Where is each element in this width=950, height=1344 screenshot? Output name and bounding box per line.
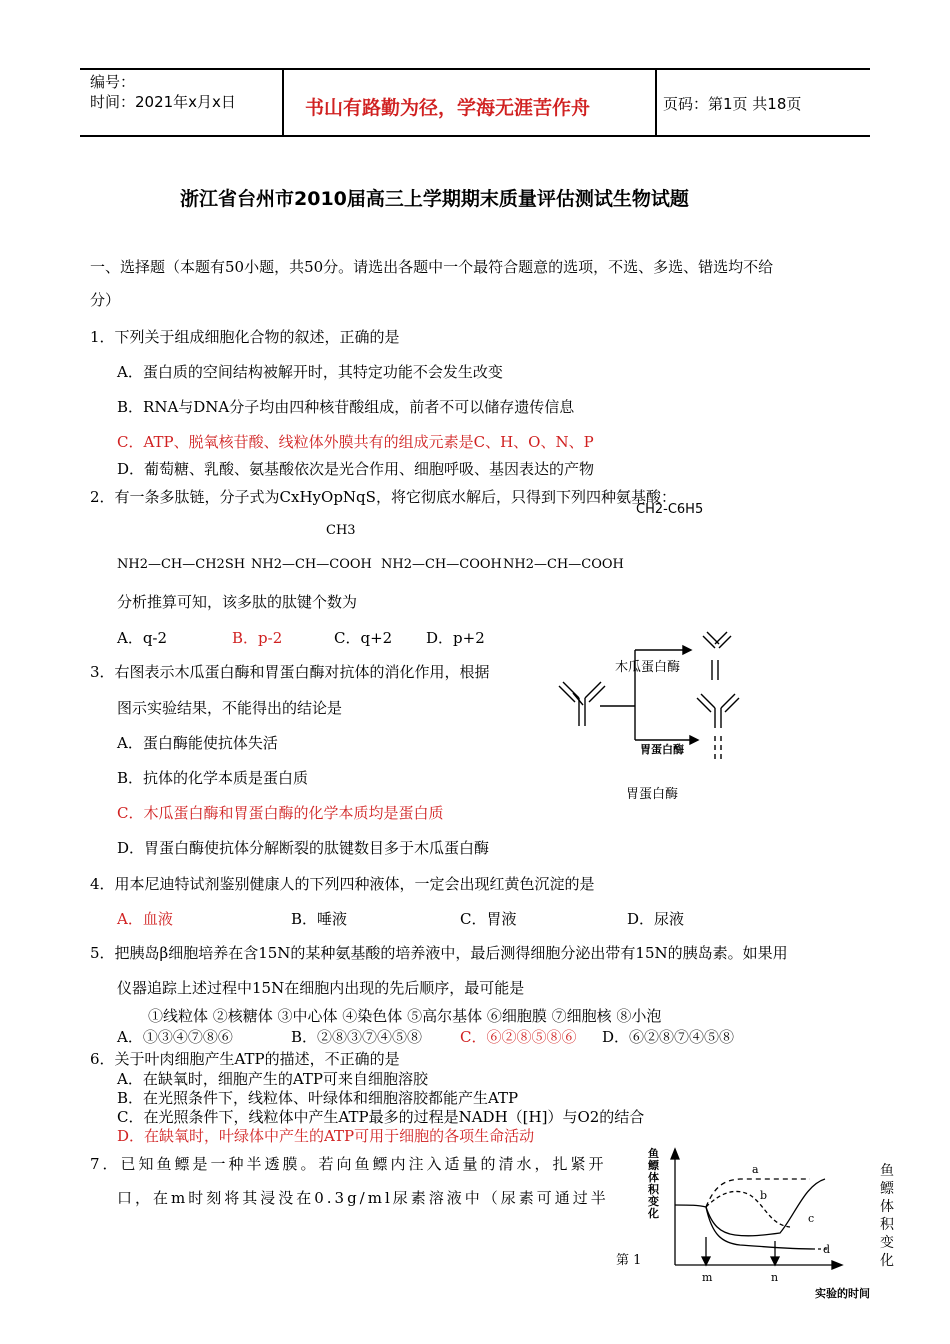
q2-option-b: B．p-2 [232,629,283,647]
curve-d-label: d [823,1243,831,1256]
curve-b-label: b [760,1189,768,1202]
q5-stem-line1: 5．把胰岛β细胞培养在含15N的某种氨基酸的培养液中，最后测得细胞分泌出带有15N的胰岛素。如果用 [90,944,788,962]
q3-option-a: A．蛋白酶能使抗体失活 [117,734,278,752]
q4-option-b: B．唾液 [291,910,348,928]
q5-option-a: A．①③④⑦⑧⑥ [117,1028,233,1046]
fig-papain-label: 木瓜蛋白酶 [615,660,681,675]
q4-option-c: C．胃液 [460,910,517,928]
q5-option-b: B．②⑧③⑦④⑤⑧ [291,1028,423,1046]
pepsin-fragments-icon [697,694,739,762]
q3-stem-line1: 3．右图表示木瓜蛋白酶和胃蛋白酶对抗体的消化作用，根据 [90,663,490,681]
header-divider-left [282,68,284,136]
q5-option-d: D．⑥②⑧⑦④⑤⑧ [602,1028,735,1046]
curve-b [706,1191,790,1227]
time-n-label: n [771,1271,779,1284]
curve-c-label: c [808,1212,815,1225]
curve-baseline [675,1205,706,1207]
curve-c [706,1179,825,1236]
curve-a-label: a [752,1163,759,1176]
q5-stem-line2: 仪器追踪上述过程中15N在细胞内出现的先后顺序，最可能是 [117,979,525,997]
header-top-rule [80,68,870,70]
section-heading-line2: 分） [90,291,121,309]
q6-stem: 6．关于叶肉细胞产生ATP的描述，不正确的是 [90,1050,400,1068]
q1-stem: 1．下列关于组成细胞化合物的叙述，正确的是 [90,328,400,346]
q2-option-c: C．q+2 [334,629,393,647]
q2-amino-acid-4: NH2—CH—COOH [503,557,624,572]
q2-amino-acid-3: NH2—CH—COOH [381,557,502,572]
time-m-label: m [702,1271,713,1284]
q6-option-a: A．在缺氧时，细胞产生的ATP可来自细胞溶胶 [117,1070,428,1088]
graph-y-label: 鱼鳔体积变化 [648,1147,659,1220]
q2-prompt: 分析推算可知，该多肽的肽键个数为 [117,593,358,611]
q3-option-d: D．胃蛋白酶使抗体分解断裂的肽键数目多于木瓜蛋白酶 [117,839,490,857]
q2-option-a: A．q-2 [117,629,168,647]
q5-items: ①线粒体 ②核糖体 ③中心体 ④染色体 ⑤高尔基体 ⑥细胞膜 ⑦细胞核 ⑧小泡 [148,1007,662,1025]
curve-a [706,1179,810,1207]
antibody-digestion-figure [555,620,775,810]
motto: 书山有路勤为径，学海无涯苦作舟 [305,97,591,119]
page-title: 浙江省台州市2010届高三上学期期末质量评估测试生物试题 [180,188,689,210]
q1-option-c: C．ATP、脱氧核苷酸、线粒体外膜共有的组成元素是C、H、O、N、P [117,433,594,451]
q2-side-group: CH2-C6H5 [636,502,704,517]
header-bottom-rule [80,135,870,137]
code-label: 编号： [90,73,136,91]
q2-stem: 2．有一条多肽链，分子式为CxHyOpNqS，将它彻底水解后，只得到下列四种氨基酸： [90,488,676,506]
q6-option-d: D．在缺氧时，叶绿体中产生的ATP可用于细胞的各项生命活动 [117,1127,535,1145]
q3-option-c: C．木瓜蛋白酶和胃蛋白酶的化学本质均是蛋白质 [117,804,444,822]
page-info: 页码：第1页 共18页 [663,95,802,113]
page-number-footer: 第 1 [616,1253,642,1268]
q1-option-d: D．葡萄糖、乳酸、氨基酸依次是光合作用、细胞呼吸、基因表达的产物 [117,460,595,478]
q2-amino-acid-2: NH2—CH—COOH [251,557,372,572]
graph-x-label: 实验的时间 [815,1287,870,1300]
intact-antibody-icon [559,682,605,726]
q2-option-d: D．p+2 [426,629,485,647]
q4-stem: 4．用本尼迪特试剂鉴别健康人的下列四种液体，一定会出现红黄色沉淀的是 [90,875,595,893]
q5-option-c: C．⑥②⑧⑤⑧⑥ [460,1028,577,1046]
q7-stem-line1: 7．已知鱼鳔是一种半透膜。若向鱼鳔内注入适量的清水，扎紧开 [90,1155,607,1173]
q4-option-d: D．尿液 [627,910,685,928]
q6-option-c: C．在光照条件下，线粒体中产生ATP最多的过程是NADH（[H]）与O2的结合 [117,1108,645,1126]
q4-option-a: A．血液 [117,910,173,928]
fig-pepsin-axis-label: 胃蛋白酶 [640,743,684,756]
fig-pepsin-caption: 胃蛋白酶 [626,787,679,802]
q2-amino-acid-1: NH2—CH—CH2SH [117,557,246,572]
q7-stem-line2: 口，在m时刻将其浸没在0.3g/ml尿素溶液中（尿素可通过半 [117,1189,609,1207]
q1-option-a: A．蛋白质的空间结构被解开时，其特定功能不会发生改变 [117,363,503,381]
q6-option-b: B．在光照条件下，线粒体、叶绿体和细胞溶胶都能产生ATP [117,1089,519,1107]
q3-stem-line2: 图示实验结果，不能得出的结论是 [117,699,343,717]
papain-fragments-icon [703,632,731,680]
date-text: 时间：2021年x月x日 [90,93,236,111]
section-heading-line1: 一、选择题（本题有50小题，共50分。请选出各题中一个最符合题意的选项，不选、多选、错选均不给 [90,258,774,276]
graph-y-label-right: 鱼鳔体积变化 [880,1163,894,1269]
curve-d [706,1207,815,1249]
q3-option-b: B．抗体的化学本质是蛋白质 [117,769,309,787]
q1-option-b: B．RNA与DNA分子均由四种核苷酸组成，前者不可以储存遗传信息 [117,398,575,416]
q2-ch3: CH3 [326,523,356,538]
header-divider-right [655,68,657,136]
